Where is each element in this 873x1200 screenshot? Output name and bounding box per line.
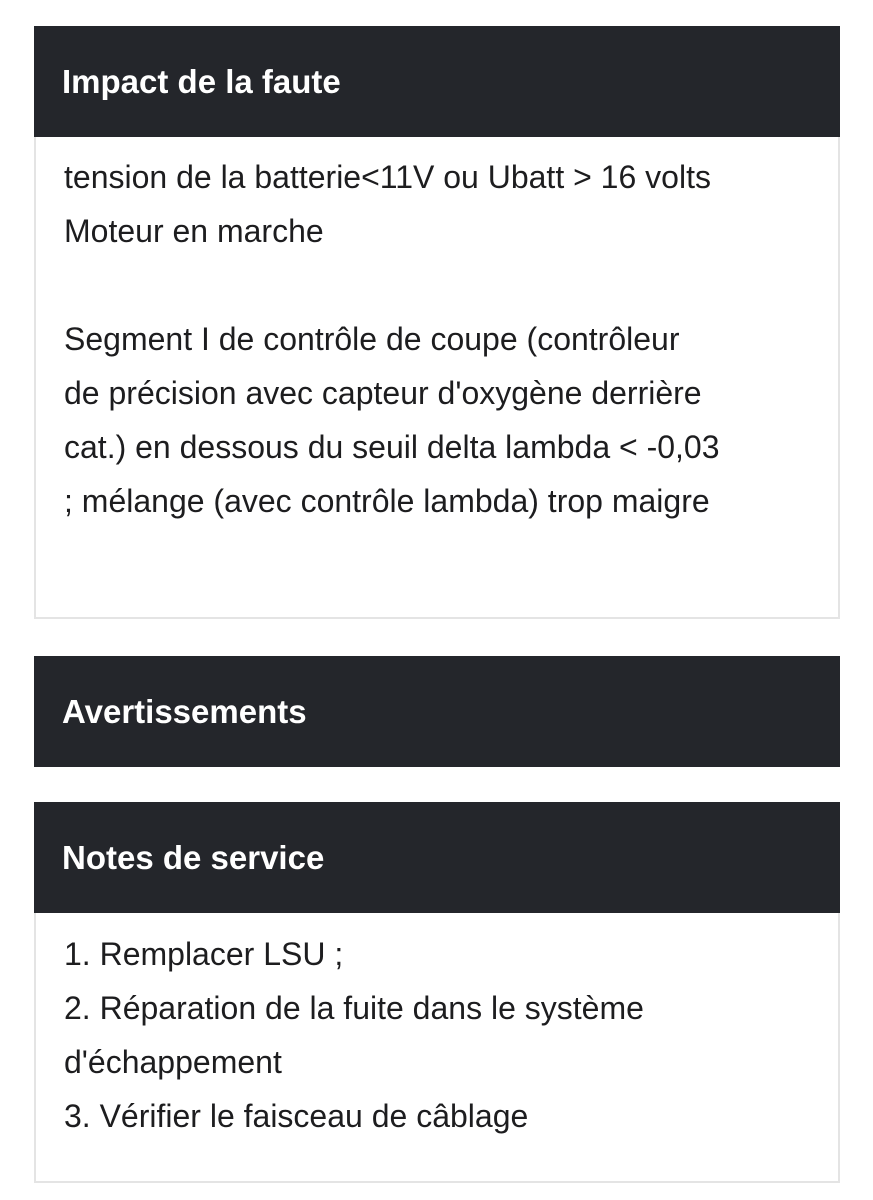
paragraph-gap [64, 258, 810, 312]
fault-impact-line: Moteur en marche [64, 213, 324, 249]
fault-impact-body [34, 137, 840, 619]
warnings-header [34, 656, 840, 767]
fault-impact-card [34, 26, 840, 619]
warnings-card [34, 656, 840, 767]
service-note-line: 2. Réparation de la fuite dans le système [64, 990, 644, 1026]
fault-impact-line: de précision avec capteur d'oxygène derrière [64, 375, 702, 411]
fault-impact-line: tension de la batterie<11V ou Ubatt > 16 volts [64, 159, 711, 195]
service-note-line: d'échappement [64, 1044, 282, 1080]
service-note-line: 1. Remplacer LSU ; [64, 936, 344, 972]
service-notes-card [34, 802, 840, 1183]
fault-impact-header [34, 26, 840, 137]
fault-impact-line: ; mélange (avec contrôle lambda) trop maigre [64, 483, 710, 519]
service-note-line: 3. Vérifier le faisceau de câblage [64, 1098, 529, 1134]
warnings-title: Avertissements [62, 692, 307, 730]
fault-impact-line: cat.) en dessous du seuil delta lambda < -0,03 [64, 429, 720, 465]
service-notes-header [34, 802, 840, 913]
service-notes-title: Notes de service [62, 838, 325, 876]
service-notes-body [34, 913, 840, 1183]
fault-impact-line: Segment I de contrôle de coupe (contrôleur [64, 321, 680, 357]
fault-impact-title: Impact de la faute [62, 62, 341, 100]
